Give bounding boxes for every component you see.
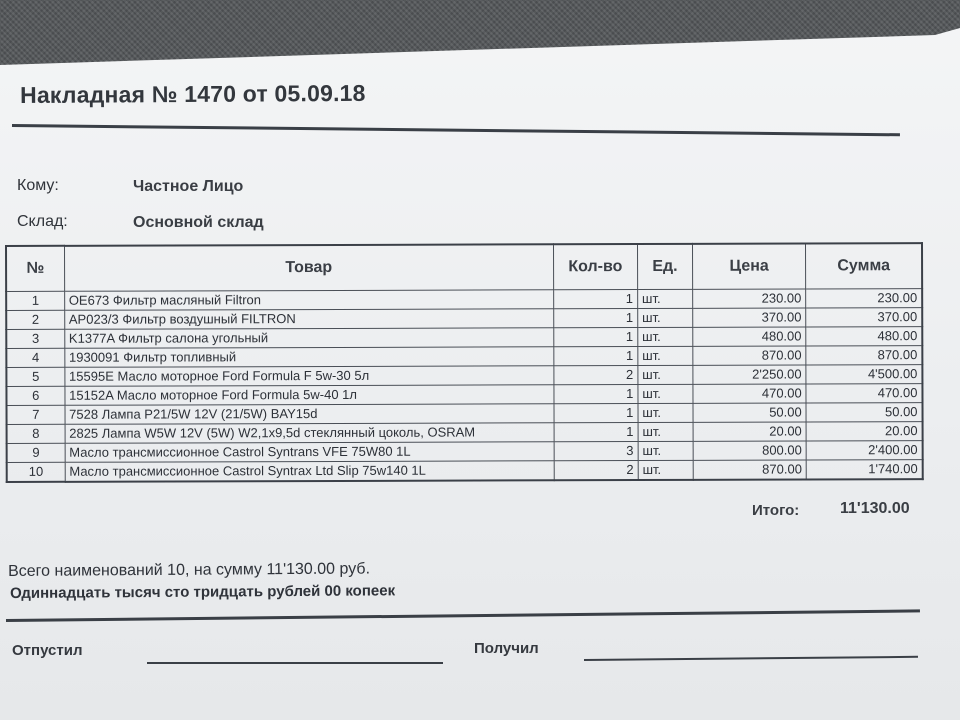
- total-value: 11'130.00: [840, 500, 910, 517]
- cell-qty: 2: [554, 461, 638, 481]
- released-signature-line: [147, 662, 443, 664]
- items-table: [5, 242, 924, 483]
- cell-no: 10: [7, 462, 65, 482]
- cell-sum: 470.00: [806, 384, 922, 403]
- cell-qty: 1: [554, 404, 638, 423]
- received-label: Получил: [474, 640, 539, 657]
- cell-qty: 1: [553, 309, 637, 328]
- cell-item: K1377A Фильтр салона угольный: [64, 328, 553, 349]
- items-table-wrapper: [5, 242, 924, 483]
- cell-unit: шт.: [638, 422, 693, 441]
- recipient-label: Кому:: [17, 177, 59, 194]
- recipient-value: Частное Лицо: [133, 178, 244, 195]
- cell-unit: шт.: [638, 460, 693, 480]
- cell-item: 15595E Масло моторное Ford Formula F 5w-30 5л: [65, 366, 554, 387]
- cell-price: 870.00: [693, 460, 806, 480]
- cell-sum: 1'740.00: [806, 460, 922, 480]
- cell-no: 4: [6, 348, 64, 367]
- cell-qty: 1: [554, 385, 638, 404]
- cell-sum: 2'400.00: [806, 441, 922, 460]
- cell-unit: шт.: [638, 441, 693, 460]
- cell-no: 3: [6, 329, 64, 348]
- released-label: Отпустил: [12, 642, 83, 659]
- cell-qty: 1: [554, 347, 638, 366]
- cell-price: 480.00: [693, 327, 806, 346]
- warehouse-label: Склад:: [17, 213, 68, 230]
- table-row: [6, 346, 922, 368]
- cell-price: 2'250.00: [693, 365, 806, 384]
- cell-unit: шт.: [638, 308, 693, 327]
- cell-item: 15152A Масло моторное Ford Formula 5w-40 1л: [65, 385, 554, 406]
- table-row: [7, 441, 923, 463]
- document-title: Накладная № 1470 от 05.09.18: [20, 79, 366, 108]
- cell-unit: шт.: [638, 289, 693, 308]
- table-row: [6, 384, 922, 406]
- table-row: [6, 327, 922, 349]
- cell-price: 370.00: [693, 308, 806, 327]
- cell-no: 5: [6, 367, 64, 386]
- cell-price: 50.00: [693, 403, 806, 422]
- cell-no: 1: [6, 291, 64, 310]
- cell-item: 7528 Лампа P21/5W 12V (21/5W) BAY15d: [65, 404, 554, 425]
- warehouse-value: Основной склад: [133, 214, 264, 231]
- cell-price: 20.00: [693, 422, 806, 441]
- cell-no: 9: [7, 443, 65, 462]
- cell-no: 8: [7, 424, 65, 443]
- sum-in-words: Одиннадцать тысяч сто тридцать рублей 00 копеек: [10, 582, 396, 602]
- table-row: [6, 365, 922, 387]
- cell-no: 7: [7, 405, 65, 424]
- cell-no: 2: [6, 310, 64, 329]
- table-row: [7, 403, 923, 425]
- cell-sum: 230.00: [806, 289, 922, 308]
- summary-count-line: Всего наименований 10, на сумму 11'130.00 руб.: [8, 560, 371, 580]
- table-row: [6, 289, 922, 311]
- table-row: [6, 308, 922, 330]
- cell-qty: 3: [554, 442, 638, 461]
- cell-sum: 50.00: [806, 403, 922, 422]
- cell-price: 230.00: [693, 289, 806, 308]
- cell-item: 1930091 Фильтр топливный: [64, 347, 553, 368]
- cell-qty: 1: [553, 290, 637, 309]
- cell-unit: шт.: [638, 403, 693, 422]
- cell-sum: 4'500.00: [806, 365, 922, 384]
- cell-price: 470.00: [693, 384, 806, 403]
- cell-sum: 870.00: [806, 346, 922, 365]
- cell-item: Масло трансмиссионное Castrol Syntrax Ltd Slip 75w140 1L: [65, 461, 554, 482]
- header-item: Товар: [64, 244, 553, 291]
- cell-price: 870.00: [693, 346, 806, 365]
- table-row: [7, 460, 923, 482]
- cell-qty: 2: [554, 366, 638, 385]
- table-header-row: [6, 243, 922, 291]
- header-unit: Ед.: [637, 244, 692, 290]
- cell-unit: шт.: [638, 384, 693, 403]
- cell-qty: 1: [554, 423, 638, 442]
- cell-price: 800.00: [693, 441, 806, 460]
- cell-no: 6: [6, 386, 64, 405]
- cell-sum: 20.00: [806, 422, 922, 441]
- header-no: №: [6, 246, 64, 292]
- cell-sum: 370.00: [806, 308, 922, 327]
- cell-qty: 1: [553, 328, 637, 347]
- cell-unit: шт.: [638, 365, 693, 384]
- cell-item: OE673 Фильтр масляный Filtron: [64, 290, 553, 311]
- cell-item: Масло трансмиссионное Castrol Syntrans VFE 75W80 1L: [65, 442, 554, 463]
- cell-unit: шт.: [638, 346, 693, 365]
- cell-item: AP023/3 Фильтр воздушный FILTRON: [64, 309, 553, 330]
- cell-sum: 480.00: [806, 327, 922, 346]
- total-label: Итого:: [752, 502, 800, 519]
- cell-item: 2825 Лампа W5W 12V (5W) W2,1x9,5d стеклянный цоколь, OSRAM: [65, 423, 554, 444]
- header-price: Цена: [692, 243, 805, 289]
- cell-unit: шт.: [638, 327, 693, 346]
- header-qty: Кол-во: [553, 244, 637, 290]
- table-row: [7, 422, 923, 444]
- header-sum: Сумма: [806, 243, 922, 289]
